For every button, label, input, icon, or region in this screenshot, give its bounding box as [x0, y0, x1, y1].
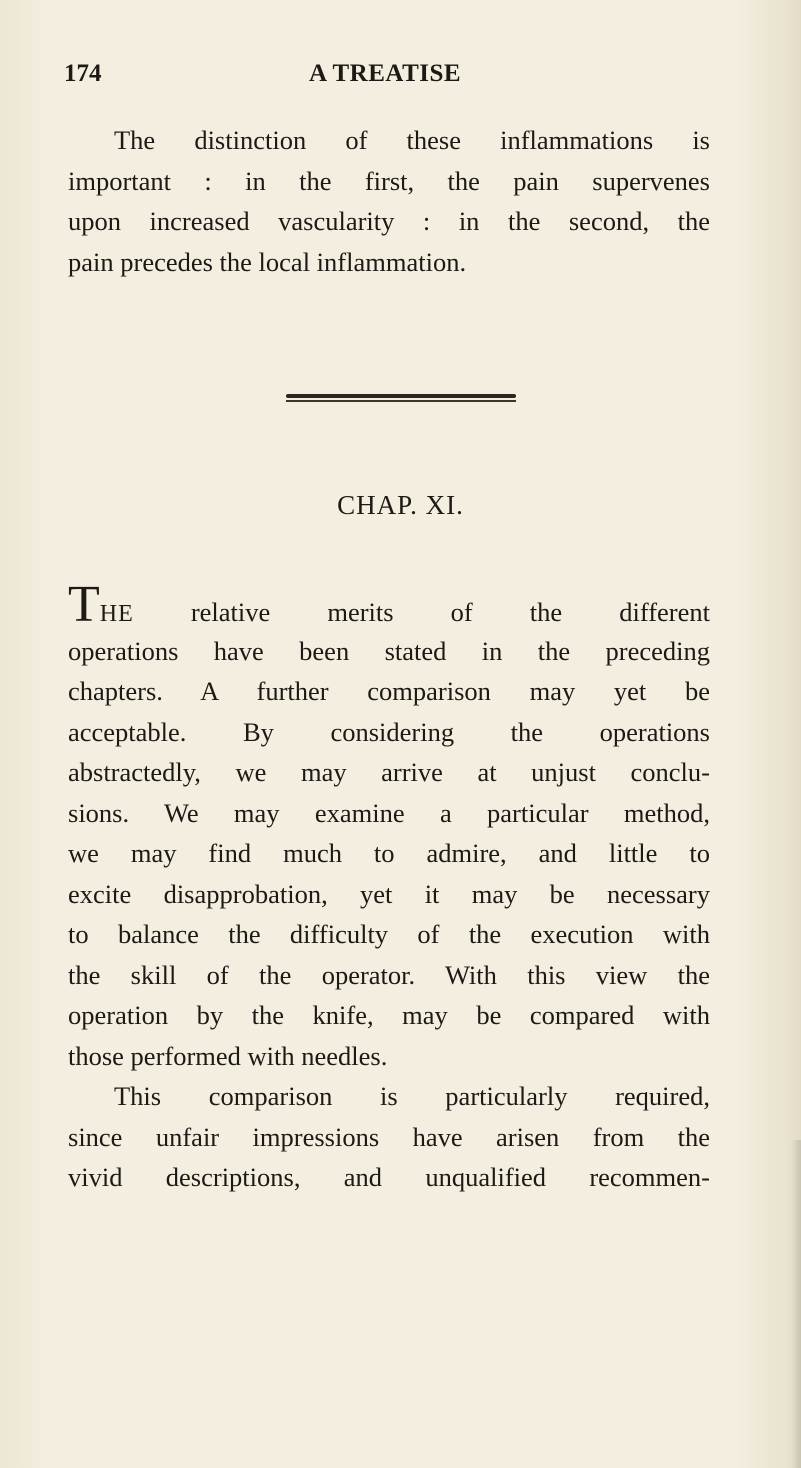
opening-line-rest: relative merits of the different: [133, 597, 710, 627]
text-line: operations have been stated in the preceding: [68, 635, 710, 666]
paragraph-1: [68, 120, 710, 282]
text-line: we may find much to admire, and little to: [68, 838, 710, 868]
small-caps-word: HE: [99, 601, 134, 627]
text-line: chapters. A further comparison may yet be: [68, 676, 710, 706]
text-line: This comparison is particularly required,: [114, 1081, 710, 1111]
text-line: upon increased vascularity : in the second, the: [68, 206, 710, 236]
text-line: the skill of the operator. With this view the: [68, 959, 710, 990]
text-line: abstractedly, we may arrive at unjust conclu-: [68, 757, 710, 787]
opening-line: [68, 576, 710, 633]
running-head: [64, 60, 744, 94]
page-edge-shadow: [791, 1140, 801, 1468]
text-line: important : in the first, the pain supervenes: [68, 165, 710, 196]
text-line: those performed with needles.: [68, 1040, 388, 1071]
page-number: 174: [64, 60, 102, 87]
text-line: to balance the difficulty of the execution with: [68, 919, 710, 949]
chapter-heading: CHAP. XI.: [337, 490, 464, 520]
text-line: vivid descriptions, and unqualified recommen-: [68, 1162, 710, 1192]
section-divider: [286, 394, 516, 402]
drop-cap: T: [68, 576, 100, 633]
text-line: operation by the knife, may be compared with: [68, 1000, 710, 1030]
text-line: acceptable. By considering the operations: [68, 716, 710, 747]
text-line: pain precedes the local inflammation.: [68, 246, 467, 277]
text-line: sions. We may examine a particular method,: [68, 797, 710, 828]
divider-thin-rule: [286, 400, 516, 402]
running-title: A TREATISE: [309, 60, 462, 87]
text-line: since unfair impressions have arisen from the: [68, 1121, 710, 1152]
paragraph-2: [68, 576, 710, 1198]
divider-thick-rule: [286, 394, 516, 398]
text-line: The distinction of these inflammations is: [114, 125, 710, 155]
text-line: excite disapprobation, yet it may be necessary: [68, 878, 710, 909]
